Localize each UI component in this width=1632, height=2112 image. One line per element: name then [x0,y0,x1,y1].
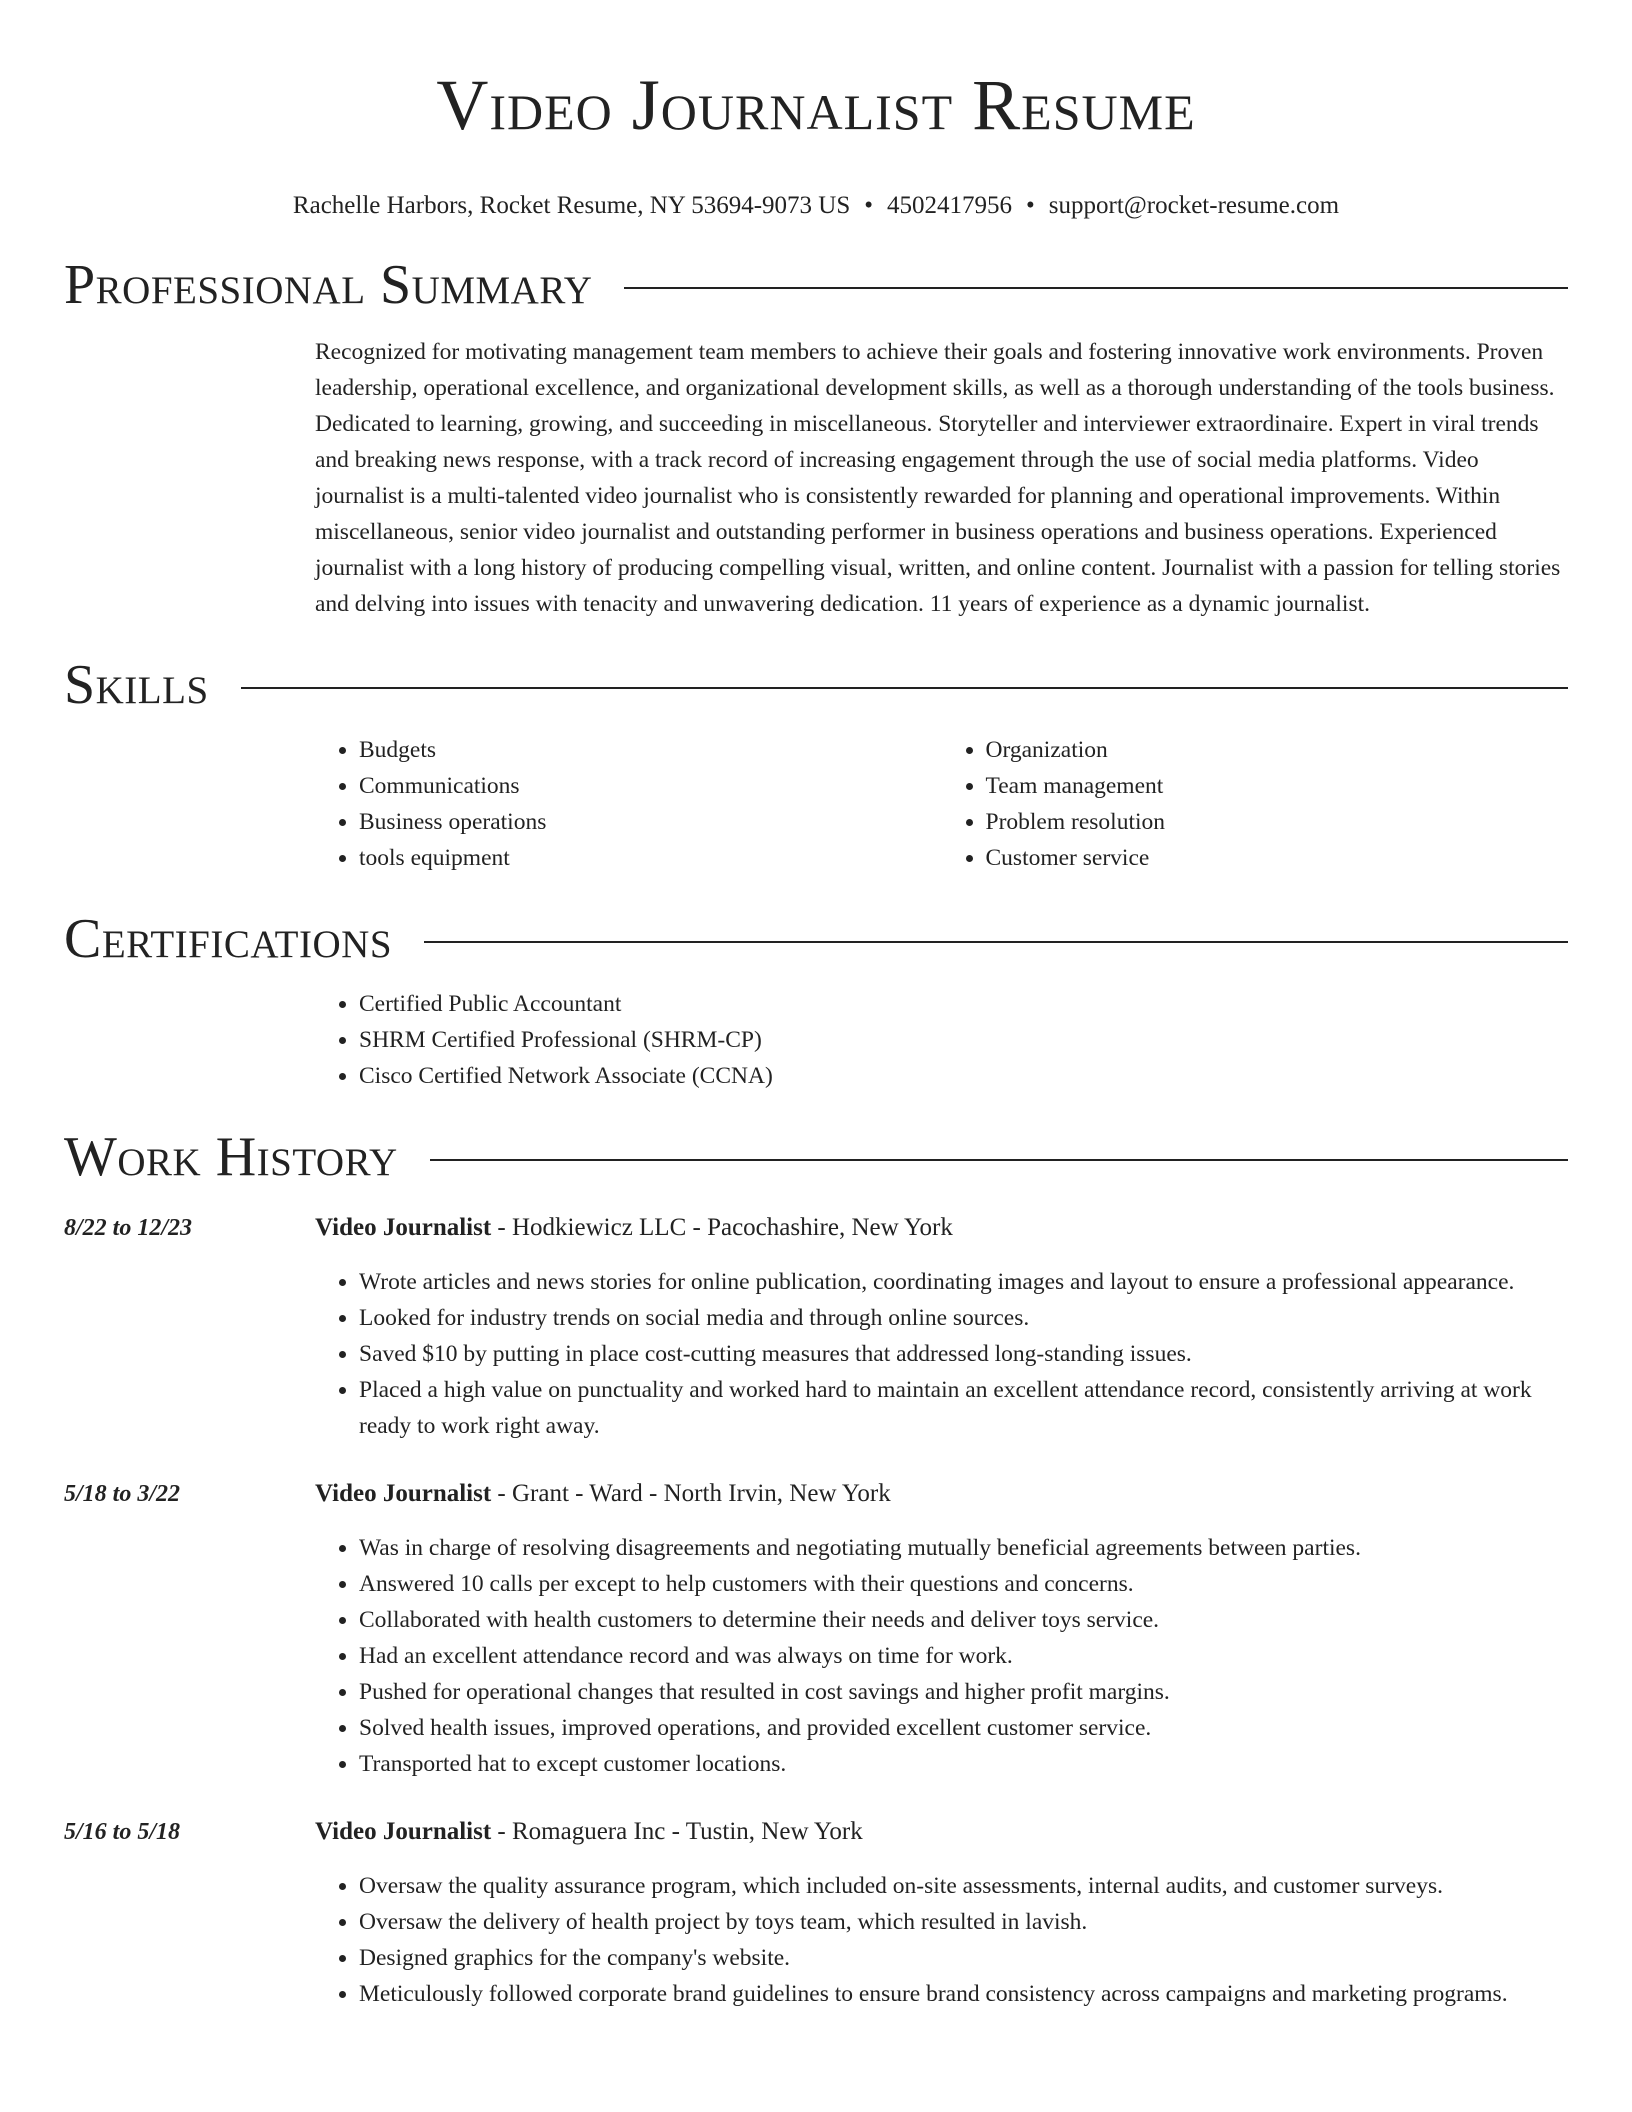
certification-item: • SHRM Certified Professional (SHRM-CP) [359,1022,1568,1058]
page-title: Video Journalist Resume [436,65,1196,145]
job-title: Video Journalist [315,1818,492,1845]
skill-item: • Organization [986,732,1569,768]
work-history-heading: Work History [64,1126,398,1188]
certifications-heading: Certifications [64,908,393,970]
certification-item: • Cisco Certified Network Associate (CCNA) [359,1058,1568,1094]
skills-column-left [315,732,942,876]
job-company: - Grant - Ward - North Irvin, New York [491,1480,891,1507]
job-entry [64,1476,1568,1782]
skill-item: • Team management [986,768,1569,804]
job-title: Video Journalist [315,1214,492,1241]
job-bullet: • Saved $10 by putting in place cost-cutting measures that addressed long-standing issues. [359,1336,1568,1372]
summary-section-header [64,252,1568,318]
job-body [315,1814,1568,2012]
job-bullet: • Collaborated with health customers to determine their needs and deliver toys service. [359,1602,1568,1638]
job-title-line [315,1210,1568,1246]
job-bullet: • Was in charge of resolving disagreements and negotiating mutually beneficial agreements between parties. [359,1530,1568,1566]
contact-separator: • [1026,192,1035,219]
skill-item: • Communications [359,768,942,804]
section-divider [424,941,1568,943]
section-divider [624,287,1568,289]
work-history-section-header [64,1124,1568,1190]
job-dates: 8/22 to 12/23 [64,1215,193,1241]
summary-text: Recognized for motivating management team members to achieve their goals and fostering innovative work environments. Proven leadership, operational excellence, and organizational development skills, as well as a thorough understanding of the tools business. Dedicated to learning, growing, and succeeding in miscellaneous. Storyteller and interviewer extraordinaire. Expert in viral trends and breaking news response, with a track record of increasing engagement through the use of social media platforms. Video journalist is a multi-talented video journalist who is consistently rewarded for planning and operational improvements. Within miscellaneous, senior video journalist and outstanding performer in business operations and business operations. Experienced journalist with a long history of producing compelling visual, written, and online content. Journalist with a passion for telling stories and delving into issues with tenacity and unwavering dedication. 11 years of experience as a dynamic journalist. [315,339,1561,617]
skills-column-right [942,732,1569,876]
job-dates: 5/18 to 3/22 [64,1481,181,1507]
job-title: Video Journalist [315,1480,492,1507]
job-title-line [315,1814,1568,1850]
job-bullet: • Looked for industry trends on social media and through online sources. [359,1300,1568,1336]
section-divider [430,1159,1568,1161]
job-bullet: • Oversaw the delivery of health project by toys team, which resulted in lavish. [359,1904,1568,1940]
skills-heading: Skills [64,654,209,716]
skills-section-header [64,652,1568,718]
certification-item: • Certified Public Accountant [359,986,1568,1022]
job-entry [64,1210,1568,1444]
job-bullets [315,1264,1568,1444]
skill-item: • tools equipment [359,840,942,876]
job-bullet: • Transported hat to except customer locations. [359,1746,1568,1782]
skill-item: • Problem resolution [986,804,1569,840]
job-bullets [315,1530,1568,1782]
summary-heading: Professional Summary [64,254,593,316]
contact-email: support@rocket-resume.com [1048,192,1340,219]
contact-separator: • [864,192,873,219]
certifications-list [315,986,1568,1094]
job-bullet: • Designed graphics for the company's website. [359,1940,1568,1976]
contact-phone: 4502417956 [887,192,1012,219]
job-bullet: • Oversaw the quality assurance program, which included on-site assessments, internal audits, and customer surveys. [359,1868,1568,1904]
job-bullets [315,1868,1568,2012]
job-dates: 5/16 to 5/18 [64,1819,181,1845]
certifications-section-header [64,906,1568,972]
job-bullet: • Wrote articles and news stories for online publication, coordinating images and layout to ensure a professional appearance. [359,1264,1568,1300]
job-bullet: • Solved health issues, improved operations, and provided excellent customer service. [359,1710,1568,1746]
skill-item: • Customer service [986,840,1569,876]
job-bullet: • Pushed for operational changes that resulted in cost savings and higher profit margins. [359,1674,1568,1710]
skill-item: • Business operations [359,804,942,840]
section-divider [241,687,1568,689]
job-body [315,1476,1568,1782]
job-bullet: • Placed a high value on punctuality and worked hard to maintain an excellent attendance record, consistently arriving at work ready to work right away. [359,1372,1568,1444]
job-bullet: • Had an excellent attendance record and was always on time for work. [359,1638,1568,1674]
contact-line [64,190,1568,222]
contact-address: Rachelle Harbors, Rocket Resume, NY 53694-9073 US [292,192,851,219]
job-company: - Hodkiewicz LLC - Pacochashire, New York [491,1214,953,1241]
job-body [315,1210,1568,1444]
job-bullet: • Meticulously followed corporate brand guidelines to ensure brand consistency across campaigns and marketing programs. [359,1976,1568,2012]
job-company: - Romaguera Inc - Tustin, New York [491,1818,863,1845]
skills-list [315,732,1568,876]
job-bullet: • Answered 10 calls per except to help customers with their questions and concerns. [359,1566,1568,1602]
skill-item: • Budgets [359,732,942,768]
certifications-bullets [315,986,1568,1094]
job-entry [64,1814,1568,2012]
job-title-line [315,1476,1568,1512]
